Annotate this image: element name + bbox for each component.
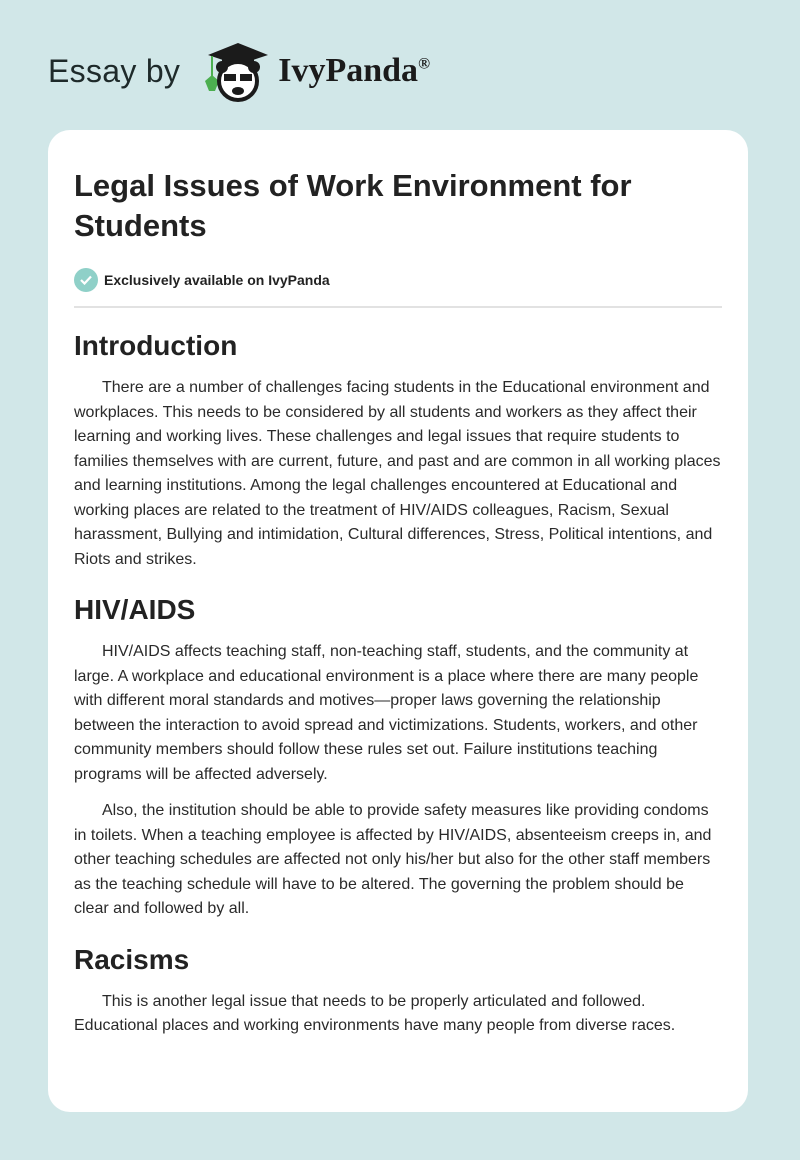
check-icon	[74, 268, 98, 292]
article-card	[48, 130, 748, 1112]
brand-name[interactable]	[278, 52, 430, 90]
brand-text: IvyPanda	[278, 52, 419, 89]
article-title: Legal Issues of Work Environment for Students	[74, 168, 632, 243]
section-heading: Introduction	[74, 330, 238, 361]
panda-logo-icon[interactable]	[200, 39, 270, 103]
paragraph: There are a number of challenges facing students in the Educational environment and workplaces. This needs to be considered by all students and workers as they affect their learning and working lives. These challenges and legal issues that require students to families themselves with are current, future, and past and are common in all working places and learning institutions. Among the legal challenges encountered at Educational and working places are related to the treatment of HIV/AIDS colleagues, Racism, Sexual harassment, Bullying and intimidation, Cultural differences, Stress, Political intentions, and Riots and strikes.	[74, 379, 721, 568]
registered-mark: ®	[418, 55, 431, 73]
section-heading: Racisms	[74, 943, 190, 975]
essay-by-label: Essay by	[48, 52, 181, 89]
divider	[74, 306, 722, 308]
paragraph: This is another legal issue that needs to be properly articulated and followed. Educational places and working environments have many people from diverse races.	[74, 992, 676, 1034]
paragraph: HIV/AIDS affects teaching staff, non-teaching staff, students, and the community at large. A workplace and educational environment is a place where there are many people with different moral standards and motives—proper laws governing the relationship between the interaction to avoid spread and victimizations. Students, workers, and other community members should follow these rules set out. Failure institutions teaching programs will be affected adversely.	[74, 643, 699, 783]
section-heading: HIV/AIDS	[74, 594, 196, 625]
site-header	[48, 36, 430, 106]
paragraph: Also, the institution should be able to provide safety measures like providing condoms in toilets. When a teaching employee is affected by HIV/AIDS, absenteeism creeps in, and other teaching schedules are affected not only his/her but also for the other staff members as the teaching schedule will have to be altered. The governing the problem should be clear and followed by all.	[74, 802, 712, 917]
exclusive-badge	[74, 268, 722, 292]
badge-label: Exclusively available on IvyPanda	[104, 272, 330, 288]
